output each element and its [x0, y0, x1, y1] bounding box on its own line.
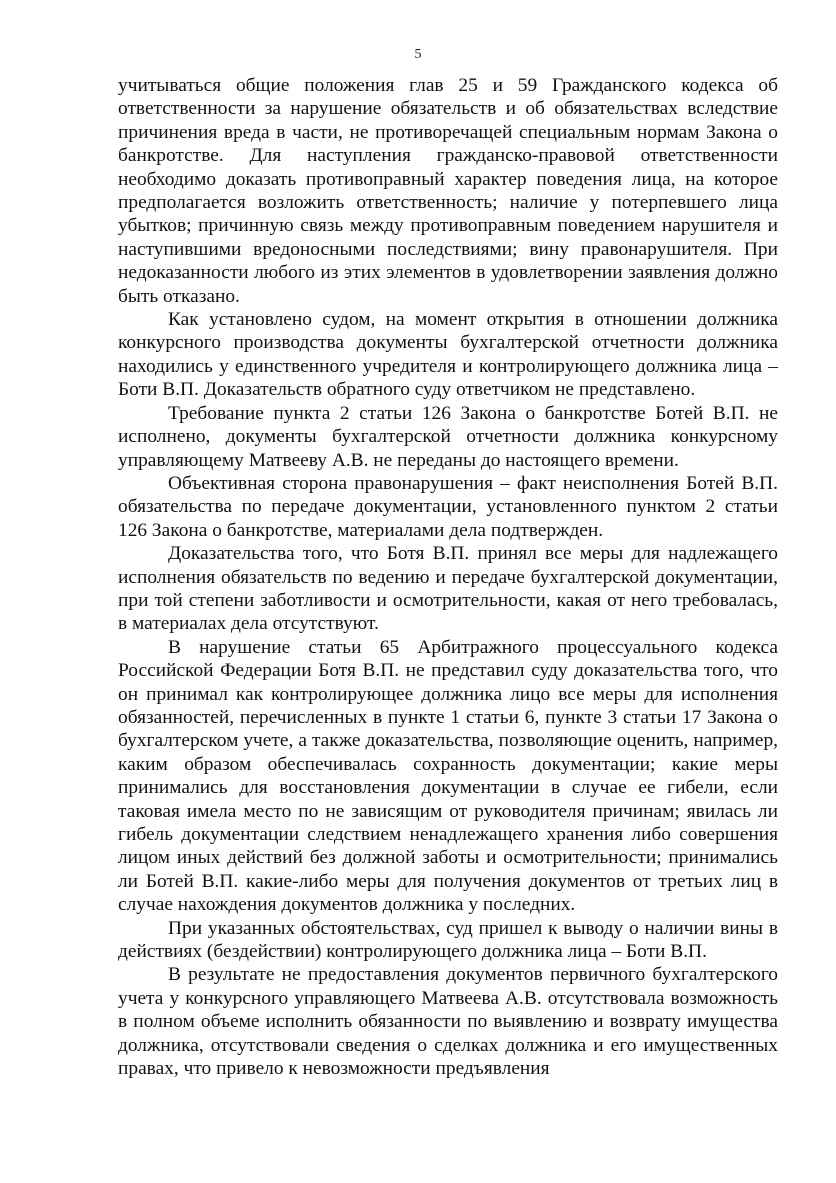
paragraph-8: В результате не предоставления документов первичного бухгалтерского учета у конкурсного управляющего Матвеева А.В. отсутствовала возможность в полном объеме исполнить обязанности по выявлению и возврату имущества должника, отсутствовали сведения о сделках должника и его имущественных правах, что привело к невозможности предъявления: [118, 964, 778, 1080]
paragraph-7: При указанных обстоятельствах, суд пришел к выводу о наличии вины в действиях (бездействии) контролирующего должника лица – Боти В.П.: [118, 917, 778, 963]
paragraph-1: учитываться общие положения глав 25 и 59 Гражданского кодекса об ответственности за нарушение обязательств и об обязательствах вследствие причинения вреда в части, не противоречащей специальным нормам Закона о банкротстве. Для наступления гражданско-правовой ответственности необходимо доказать противоправный характер поведения лица, на которое предполагается возложить ответственность; наличие у потерпевшего лица убытков; причинную связь между противоправным поведением нарушителя и наступившими вредоносными последствиями; вину правонарушителя. При недоказанности любого из этих элементов в удовлетворении заявления должно быть отказано.: [118, 75, 778, 307]
paragraph-6: В нарушение статьи 65 Арбитражного процессуального кодекса Российской Федерации Ботя В.П. не представил суду доказательства того, что он принимал как контролирующее должника лицо все меры для исполнения обязанностей, перечисленных в пункте 1 статьи 6, пункте 3 статьи 17 Закона о бухгалтерском учете, а также доказательства, позволяющие оценить, например, каким образом обеспечивалась сохранность документации; какие меры принимались для восстановления документации в случае ее гибели, если таковая имела место по не зависящим от руководителя причинам; явилась ли гибель документации следствием ненадлежащего хранения либо совершения лицом иных действий без должной заботы и осмотрительности; принимались ли Ботей В.П. какие-либо меры для получения документов от третьих лиц в случае нахождения документов должника у последних.: [118, 636, 778, 916]
document-body: [118, 74, 778, 1080]
paragraph-5: Доказательства того, что Ботя В.П. принял все меры для надлежащего исполнения обязательств по ведению и передаче бухгалтерской документации, при той степени заботливости и осмотрительности, какая от него требовалась, в материалах дела отсутствуют.: [118, 543, 778, 635]
paragraph-3: Требование пункта 2 статьи 126 Закона о банкротстве Ботей В.П. не исполнено, документы бухгалтерской отчетности должника конкурсному управляющему Матвееву А.В. не переданы до настоящего времени.: [118, 402, 778, 471]
page-number: 5: [414, 47, 422, 62]
paragraph-2: Как установлено судом, на момент открытия в отношении должника конкурсного производства документы бухгалтерской отчетности должника находились у единственного учредителя и контролирующего должника лица – Боти В.П. Доказательств обратного суду ответчиком не представлено.: [118, 309, 778, 401]
paragraph-4: Объективная сторона правонарушения – факт неисполнения Ботей В.П. обязательства по передаче документации, установленного пунктом 2 статьи 126 Закона о банкротстве, материалами дела подтвержден.: [118, 472, 778, 541]
